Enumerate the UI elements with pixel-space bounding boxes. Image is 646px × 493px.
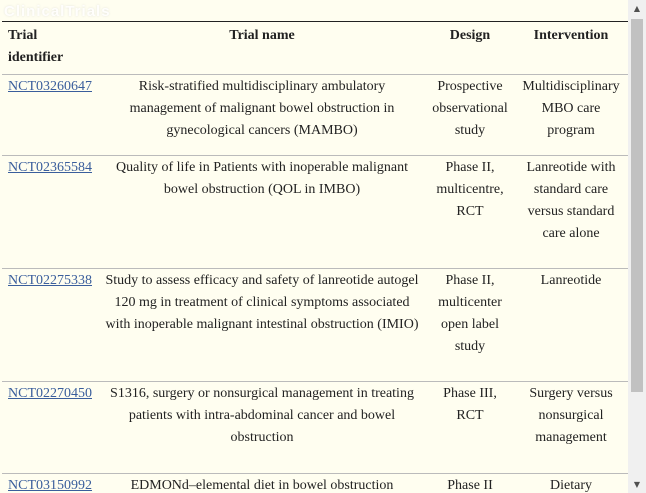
scroll-up-arrow-icon[interactable]: ▲ [633, 4, 641, 13]
watermark-logo: ClinicalTrials [4, 3, 111, 20]
trial-design-cell: Phase II [426, 474, 514, 493]
trial-id-cell [2, 156, 98, 269]
header-design: Design [426, 22, 514, 75]
trial-design-cell: Phase II, multicenter open label study [426, 269, 514, 382]
trial-name-cell: Quality of life in Patients with inoperable malignant bowel obstruction (QOL in IMBO) [98, 156, 426, 269]
table-row [2, 382, 628, 474]
table-row [2, 269, 628, 382]
scroll-down-arrow-icon[interactable]: ▼ [633, 480, 641, 489]
vertical-scrollbar[interactable] [628, 0, 646, 493]
trials-table [2, 21, 628, 493]
scrollbar-thumb[interactable] [631, 19, 643, 392]
trial-id-link[interactable]: NCT02270450 [8, 386, 92, 401]
trial-id-link[interactable]: NCT02365584 [8, 160, 92, 175]
trial-name-cell: S1316, surgery or nonsurgical management in treating patients with intra-abdominal cancer and bowel obstruction [98, 382, 426, 474]
trial-intervention-cell: Multidisciplinary MBO care program [514, 75, 628, 156]
trial-name-cell: Study to assess efficacy and safety of lanreotide autogel 120 mg in treatment of clinical symptoms associated with inoperable malignant intestinal obstruction (IMIO) [98, 269, 426, 382]
trial-intervention-cell: Lanreotide [514, 269, 628, 382]
trial-design-cell: Prospective observational study [426, 75, 514, 156]
top-strip [0, 0, 628, 20]
trial-name-cell: Risk-stratified multidisciplinary ambulatory management of malignant bowel obstruction in gynecological cancers (MAMBO) [98, 75, 426, 156]
trial-id-link[interactable]: NCT02275338 [8, 273, 92, 288]
trial-design-cell: Phase III, RCT [426, 382, 514, 474]
trial-id-cell [2, 382, 98, 474]
trial-id-link[interactable]: NCT03150992 [8, 478, 92, 493]
trial-id-cell [2, 75, 98, 156]
header-trial-identifier: Trial identifier [2, 22, 98, 75]
table-row [2, 156, 628, 269]
table-row [2, 474, 628, 493]
trial-intervention-cell: Dietary [514, 474, 628, 493]
table-row [2, 75, 628, 156]
trial-id-cell [2, 474, 98, 493]
header-trial-name: Trial name [98, 22, 426, 75]
header-intervention: Intervention [514, 22, 628, 75]
trial-id-link[interactable]: NCT03260647 [8, 79, 92, 94]
table-header-row [2, 22, 628, 75]
trial-intervention-cell: Lanreotide with standard care versus standard care alone [514, 156, 628, 269]
trial-name-cell: EDMONd–elemental diet in bowel obstruction [98, 474, 426, 493]
trial-design-cell: Phase II, multicentre, RCT [426, 156, 514, 269]
trial-intervention-cell: Surgery versus nonsurgical management [514, 382, 628, 474]
trial-id-cell [2, 269, 98, 382]
